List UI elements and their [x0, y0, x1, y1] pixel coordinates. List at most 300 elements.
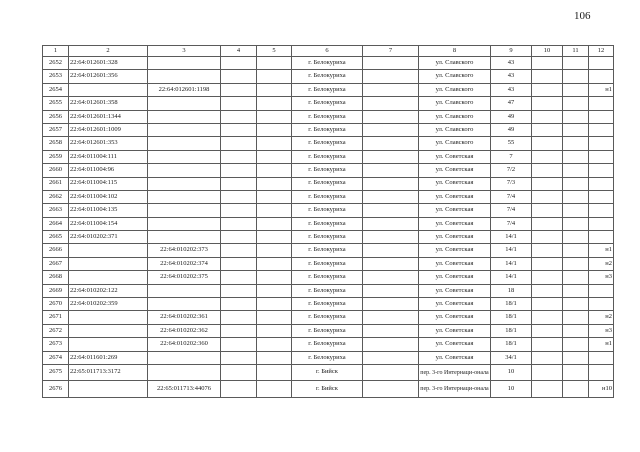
table-row [43, 311, 614, 324]
table-row [43, 381, 614, 398]
street: ул. Славского [419, 57, 491, 70]
column-5-cell [257, 110, 292, 123]
column-header-8: 8 [419, 46, 491, 57]
column-11-cell [563, 97, 589, 110]
premises-number [589, 204, 614, 217]
street: ул. Советская [419, 284, 491, 297]
table-row [43, 324, 614, 337]
column-7-cell [363, 244, 419, 257]
premises-number: н1 [589, 338, 614, 351]
settlement: г. Белокуриха [292, 97, 363, 110]
row-number: 2654 [43, 83, 69, 96]
column-11-cell [563, 83, 589, 96]
premises-cadastral-number [148, 137, 221, 150]
premises-number [589, 217, 614, 230]
house-number: 7/3 [491, 177, 532, 190]
column-4-cell [221, 257, 257, 270]
settlement: г. Белокуриха [292, 298, 363, 311]
column-header-1: 1 [43, 46, 69, 57]
settlement: г. Белокуриха [292, 244, 363, 257]
table-row [43, 271, 614, 284]
premises-number [589, 123, 614, 136]
column-10-cell [532, 83, 563, 96]
column-7-cell [363, 217, 419, 230]
column-10-cell [532, 177, 563, 190]
cadastral-number: 22:64:011004:102 [69, 190, 148, 203]
column-number-header [43, 46, 614, 57]
column-5-cell [257, 190, 292, 203]
cadastral-number [69, 83, 148, 96]
premises-cadastral-number [148, 351, 221, 364]
cadastral-number: 22:64:011601:269 [69, 351, 148, 364]
premises-number [589, 164, 614, 177]
column-4-cell [221, 311, 257, 324]
row-number: 2674 [43, 351, 69, 364]
column-10-cell [532, 190, 563, 203]
column-11-cell [563, 204, 589, 217]
house-number: 18 [491, 284, 532, 297]
column-5-cell [257, 204, 292, 217]
table-row [43, 190, 614, 203]
premises-cadastral-number [148, 177, 221, 190]
row-number: 2663 [43, 204, 69, 217]
row-number: 2653 [43, 70, 69, 83]
cadastral-number: 22:64:012601:1344 [69, 110, 148, 123]
column-5-cell [257, 324, 292, 337]
column-11-cell [563, 57, 589, 70]
column-5-cell [257, 338, 292, 351]
settlement: г. Белокуриха [292, 338, 363, 351]
column-7-cell [363, 271, 419, 284]
premises-cadastral-number [148, 298, 221, 311]
column-10-cell [532, 338, 563, 351]
table-row [43, 110, 614, 123]
row-number: 2671 [43, 311, 69, 324]
table-row [43, 298, 614, 311]
settlement: г. Белокуриха [292, 83, 363, 96]
premises-number: н10 [589, 381, 614, 398]
column-4-cell [221, 271, 257, 284]
row-number: 2666 [43, 244, 69, 257]
street: ул. Славского [419, 97, 491, 110]
settlement: г. Белокуриха [292, 324, 363, 337]
premises-number [589, 351, 614, 364]
table-row [43, 164, 614, 177]
column-4-cell [221, 298, 257, 311]
settlement: г. Белокуриха [292, 164, 363, 177]
premises-number [589, 110, 614, 123]
column-10-cell [532, 298, 563, 311]
column-7-cell [363, 177, 419, 190]
settlement: г. Белокуриха [292, 217, 363, 230]
table-row [43, 57, 614, 70]
row-number: 2655 [43, 97, 69, 110]
column-4-cell [221, 97, 257, 110]
premises-cadastral-number [148, 364, 221, 381]
column-10-cell [532, 110, 563, 123]
premises-number [589, 177, 614, 190]
column-10-cell [532, 231, 563, 244]
column-11-cell [563, 324, 589, 337]
row-number: 2665 [43, 231, 69, 244]
premises-number: н2 [589, 257, 614, 270]
column-5-cell [257, 70, 292, 83]
page-number: 106 [574, 10, 591, 22]
settlement: г. Белокуриха [292, 110, 363, 123]
premises-cadastral-number: 22:64:010202:360 [148, 338, 221, 351]
house-number: 55 [491, 137, 532, 150]
column-11-cell [563, 70, 589, 83]
settlement: г. Белокуриха [292, 204, 363, 217]
cadastral-number [69, 244, 148, 257]
column-4-cell [221, 364, 257, 381]
house-number: 18/1 [491, 298, 532, 311]
premises-number [589, 150, 614, 163]
table-row [43, 204, 614, 217]
column-header-4: 4 [221, 46, 257, 57]
column-4-cell [221, 177, 257, 190]
table-row [43, 338, 614, 351]
settlement: г. Белокуриха [292, 57, 363, 70]
column-11-cell [563, 257, 589, 270]
row-number: 2658 [43, 137, 69, 150]
column-4-cell [221, 217, 257, 230]
cadastral-number: 22:64:012601:356 [69, 70, 148, 83]
house-number: 49 [491, 123, 532, 136]
column-5-cell [257, 164, 292, 177]
row-number: 2675 [43, 364, 69, 381]
settlement: г. Белокуриха [292, 257, 363, 270]
column-5-cell [257, 150, 292, 163]
column-11-cell [563, 381, 589, 398]
column-7-cell [363, 231, 419, 244]
street: ул. Советская [419, 244, 491, 257]
column-7-cell [363, 324, 419, 337]
column-10-cell [532, 57, 563, 70]
column-7-cell [363, 284, 419, 297]
premises-cadastral-number: 22:64:010202:374 [148, 257, 221, 270]
row-number: 2652 [43, 57, 69, 70]
street: ул. Советская [419, 150, 491, 163]
premises-cadastral-number: 22:64:012601:1198 [148, 83, 221, 96]
table-row [43, 284, 614, 297]
column-5-cell [257, 137, 292, 150]
column-header-9: 9 [491, 46, 532, 57]
street: ул. Советская [419, 338, 491, 351]
column-7-cell [363, 338, 419, 351]
street: ул. Советская [419, 324, 491, 337]
settlement: г. Белокуриха [292, 70, 363, 83]
column-10-cell [532, 324, 563, 337]
house-number: 7/4 [491, 217, 532, 230]
premises-number [589, 97, 614, 110]
address-register-table [42, 45, 614, 398]
row-number: 2659 [43, 150, 69, 163]
column-5-cell [257, 97, 292, 110]
premises-number [589, 231, 614, 244]
house-number: 18/1 [491, 311, 532, 324]
cadastral-number: 22:64:012601:1009 [69, 123, 148, 136]
column-7-cell [363, 97, 419, 110]
column-10-cell [532, 97, 563, 110]
row-number: 2660 [43, 164, 69, 177]
column-4-cell [221, 164, 257, 177]
table-row [43, 217, 614, 230]
house-number: 18/1 [491, 324, 532, 337]
column-11-cell [563, 137, 589, 150]
column-5-cell [257, 231, 292, 244]
street: ул. Советская [419, 177, 491, 190]
column-11-cell [563, 311, 589, 324]
house-number: 10 [491, 381, 532, 398]
house-number: 7/2 [491, 164, 532, 177]
street: ул. Славского [419, 137, 491, 150]
table-row [43, 177, 614, 190]
column-4-cell [221, 57, 257, 70]
column-11-cell [563, 231, 589, 244]
premises-number [589, 57, 614, 70]
cadastral-number: 22:64:012601:358 [69, 97, 148, 110]
cadastral-number: 22:64:010202:122 [69, 284, 148, 297]
street: ул. Славского [419, 70, 491, 83]
premises-cadastral-number [148, 231, 221, 244]
premises-cadastral-number [148, 110, 221, 123]
table-row [43, 123, 614, 136]
column-4-cell [221, 381, 257, 398]
column-header-7: 7 [363, 46, 419, 57]
cadastral-number [69, 381, 148, 398]
cadastral-number: 22:64:011004:154 [69, 217, 148, 230]
settlement: г. Белокуриха [292, 123, 363, 136]
table-row [43, 70, 614, 83]
street: ул. Советская [419, 257, 491, 270]
column-4-cell [221, 284, 257, 297]
premises-number: н3 [589, 271, 614, 284]
column-5-cell [257, 311, 292, 324]
row-number: 2664 [43, 217, 69, 230]
row-number: 2673 [43, 338, 69, 351]
column-7-cell [363, 57, 419, 70]
cadastral-number: 22:64:011004:135 [69, 204, 148, 217]
street: пер. 3-го Интернаци-онала [419, 364, 491, 381]
house-number: 14/1 [491, 271, 532, 284]
premises-cadastral-number [148, 164, 221, 177]
column-7-cell [363, 311, 419, 324]
column-7-cell [363, 137, 419, 150]
premises-number: н1 [589, 244, 614, 257]
column-10-cell [532, 164, 563, 177]
column-4-cell [221, 83, 257, 96]
premises-cadastral-number: 22:64:010202:361 [148, 311, 221, 324]
street: ул. Советская [419, 298, 491, 311]
column-11-cell [563, 217, 589, 230]
column-4-cell [221, 137, 257, 150]
column-11-cell [563, 284, 589, 297]
table-row [43, 244, 614, 257]
house-number: 49 [491, 110, 532, 123]
table-row [43, 257, 614, 270]
column-7-cell [363, 123, 419, 136]
settlement: г. Белокуриха [292, 150, 363, 163]
column-11-cell [563, 298, 589, 311]
cadastral-number: 22:64:011004:115 [69, 177, 148, 190]
column-4-cell [221, 150, 257, 163]
column-4-cell [221, 110, 257, 123]
column-4-cell [221, 351, 257, 364]
column-header-5: 5 [257, 46, 292, 57]
house-number: 18/1 [491, 338, 532, 351]
street: ул. Советская [419, 311, 491, 324]
column-header-6: 6 [292, 46, 363, 57]
premises-cadastral-number [148, 123, 221, 136]
street: ул. Советская [419, 190, 491, 203]
column-7-cell [363, 164, 419, 177]
column-11-cell [563, 110, 589, 123]
column-11-cell [563, 177, 589, 190]
column-4-cell [221, 338, 257, 351]
street: ул. Советская [419, 231, 491, 244]
row-number: 2656 [43, 110, 69, 123]
column-10-cell [532, 364, 563, 381]
settlement: г. Белокуриха [292, 284, 363, 297]
premises-cadastral-number: 22:65:011713:44076 [148, 381, 221, 398]
column-10-cell [532, 204, 563, 217]
column-5-cell [257, 177, 292, 190]
row-number: 2668 [43, 271, 69, 284]
column-11-cell [563, 150, 589, 163]
street: пер. 3-го Интернаци-онала [419, 381, 491, 398]
house-number: 14/1 [491, 231, 532, 244]
premises-cadastral-number [148, 97, 221, 110]
settlement: г. Белокуриха [292, 137, 363, 150]
settlement: г. Бийск [292, 364, 363, 381]
column-header-3: 3 [148, 46, 221, 57]
premises-cadastral-number: 22:64:010202:362 [148, 324, 221, 337]
premises-cadastral-number [148, 284, 221, 297]
column-4-cell [221, 70, 257, 83]
column-7-cell [363, 110, 419, 123]
column-4-cell [221, 204, 257, 217]
cadastral-number: 22:64:011004:111 [69, 150, 148, 163]
column-11-cell [563, 164, 589, 177]
column-10-cell [532, 284, 563, 297]
column-7-cell [363, 150, 419, 163]
column-11-cell [563, 271, 589, 284]
column-4-cell [221, 123, 257, 136]
cadastral-number: 22:64:010202:371 [69, 231, 148, 244]
column-10-cell [532, 137, 563, 150]
house-number: 14/1 [491, 257, 532, 270]
house-number: 7/4 [491, 204, 532, 217]
settlement: г. Белокуриха [292, 351, 363, 364]
column-4-cell [221, 190, 257, 203]
cadastral-number: 22:64:010202:359 [69, 298, 148, 311]
street: ул. Славского [419, 123, 491, 136]
column-5-cell [257, 381, 292, 398]
column-7-cell [363, 381, 419, 398]
column-11-cell [563, 364, 589, 381]
settlement: г. Белокуриха [292, 177, 363, 190]
column-header-12: 12 [589, 46, 614, 57]
house-number: 14/1 [491, 244, 532, 257]
street: ул. Славского [419, 110, 491, 123]
column-10-cell [532, 257, 563, 270]
premises-number [589, 364, 614, 381]
column-7-cell [363, 83, 419, 96]
street: ул. Советская [419, 204, 491, 217]
column-header-10: 10 [532, 46, 563, 57]
row-number: 2676 [43, 381, 69, 398]
settlement: г. Белокуриха [292, 311, 363, 324]
column-10-cell [532, 351, 563, 364]
column-header-2: 2 [69, 46, 148, 57]
table-row [43, 364, 614, 381]
house-number: 47 [491, 97, 532, 110]
premises-cadastral-number [148, 204, 221, 217]
table-row [43, 231, 614, 244]
column-11-cell [563, 338, 589, 351]
cadastral-number: 22:64:011004:96 [69, 164, 148, 177]
column-4-cell [221, 231, 257, 244]
column-7-cell [363, 204, 419, 217]
house-number: 10 [491, 364, 532, 381]
premises-cadastral-number: 22:64:010202:373 [148, 244, 221, 257]
street: ул. Славского [419, 83, 491, 96]
column-11-cell [563, 351, 589, 364]
column-5-cell [257, 57, 292, 70]
column-5-cell [257, 244, 292, 257]
street: ул. Советская [419, 351, 491, 364]
house-number: 43 [491, 70, 532, 83]
column-5-cell [257, 351, 292, 364]
premises-cadastral-number [148, 217, 221, 230]
column-7-cell [363, 257, 419, 270]
settlement: г. Белокуриха [292, 231, 363, 244]
cadastral-number: 22:65:011713:3172 [69, 364, 148, 381]
premises-number: н1 [589, 83, 614, 96]
row-number: 2657 [43, 123, 69, 136]
column-10-cell [532, 311, 563, 324]
settlement: г. Белокуриха [292, 271, 363, 284]
column-5-cell [257, 284, 292, 297]
premises-cadastral-number [148, 57, 221, 70]
row-number: 2667 [43, 257, 69, 270]
column-5-cell [257, 271, 292, 284]
column-7-cell [363, 298, 419, 311]
house-number: 43 [491, 83, 532, 96]
column-10-cell [532, 123, 563, 136]
column-11-cell [563, 123, 589, 136]
column-7-cell [363, 351, 419, 364]
column-10-cell [532, 217, 563, 230]
column-11-cell [563, 190, 589, 203]
column-11-cell [563, 244, 589, 257]
cadastral-number [69, 338, 148, 351]
column-5-cell [257, 83, 292, 96]
table-row [43, 97, 614, 110]
column-10-cell [532, 244, 563, 257]
column-10-cell [532, 150, 563, 163]
column-7-cell [363, 364, 419, 381]
row-number: 2669 [43, 284, 69, 297]
house-number: 43 [491, 57, 532, 70]
column-5-cell [257, 257, 292, 270]
column-header-11: 11 [563, 46, 589, 57]
row-number: 2661 [43, 177, 69, 190]
premises-number [589, 284, 614, 297]
column-5-cell [257, 217, 292, 230]
cadastral-number: 22:64:012601:353 [69, 137, 148, 150]
